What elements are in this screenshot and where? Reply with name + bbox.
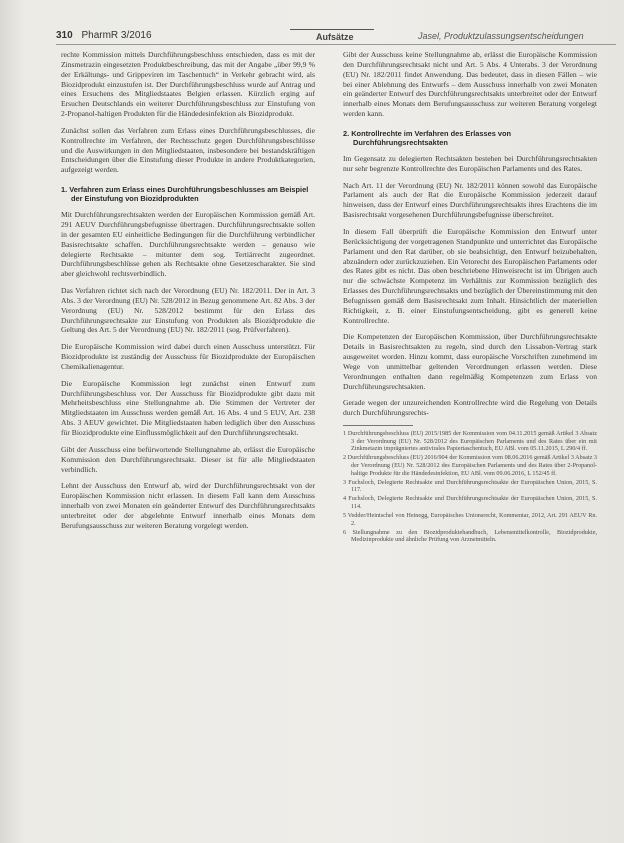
- page-header-left: [56, 30, 152, 41]
- section-marker-line: [290, 29, 374, 30]
- paragraph: Gibt der Ausschuss eine befürwortende Stellungnahme ab, erlässt die Europäische Kommission den Durchführungsrechtsakt. Dieser ist für alle Mitgliedstaaten verbindlich.: [61, 444, 315, 474]
- paragraph: rechte Kommission mittels Durchführungsbeschluss entschieden, dass es mit der Zinsmetrazin eingesetzten Produktbeschreibung, das mit der Angabe „über 99,9 % der Erkältungs- und Grippeviren im Taschentuch“ in Verkehr gebracht wird, als Biozidprodukt einzustufen ist. Der Durchführungsbeschluss wurde auf Antrag und eines Ersuchens des Mitgliedstaates Belgien erlassen. Kürzlich erging auf Ersuchen Deutschlands ein weiterer Durchführungsbeschluss zur Einstufung von 2-Propanol-haltigen Produkten für die Händedesinfektion als Biozidprodukt.: [61, 50, 315, 119]
- section-heading-2: 2. Kontrollrechte im Verfahren des Erlasses von Durchführungsrechtsakten: [343, 128, 511, 147]
- section-label: Aufsätze: [316, 32, 354, 42]
- running-title: Jasel, Produktzulassungsentscheidungen: [418, 31, 584, 41]
- paragraph: Nach Art. 11 der Verordnung (EU) Nr. 182/2011 können sowohl das Europäische Parlament als auch der Rat die Europäische Kommission jederzeit darauf hinweisen, dass der Entwurf eines Durchführungsrechtsakts ihres Erachtens die im Basisrechtsakt vorgesehenen Durchführungsbefugnisse überschreitet.: [343, 180, 597, 220]
- footnote: 1 Durchführungsbeschluss (EU) 2015/1985 der Kommission vom 04.11.2015 gemäß Artikel 3 Absatz 3 der Verordnung (EU) Nr. 528/2012 des Europäischen Parlaments und des Rates über ein mit Zinkmetazin imprägniertes antivirales Papiertaschentuch, EU ABl. vom 05.11.2015, L 290/4 ff.: [343, 430, 597, 453]
- footnote: 4 Fuchsloch, Delegierte Rechtsakte und Durchführungsrechtsakte der Europäischen Union, 2015, S. 114.: [343, 495, 597, 510]
- page-number: 310: [56, 30, 73, 41]
- paragraph: Die Europäische Kommission wird dabei durch einen Ausschuss unterstützt. Für Biozidprodukte ist zuständig der Ausschuss für Biozidprodukte der Europäischen Chemikalienagentur.: [61, 342, 315, 371]
- right-column: [343, 50, 597, 545]
- section-heading-1: 1. Verfahren zum Erlass eines Durchführungsbeschlusses am Beispiel der Einstufung von Biozidprodukten: [61, 185, 309, 204]
- footnote-rule: [343, 425, 413, 426]
- paragraph: Lehnt der Ausschuss den Entwurf ab, wird der Durchführungsrechtsakt von der Europäischen Kommission nicht erlassen. In diesem Fall kann dem Ausschuss innerhalb von zwei Monaten ein geänderter Entwurf des Durchführungsrechtsakts unterbreitet oder der abgelehnte Entwurf innerhalb eines Monats dem Berufungsausschuss zur weiteren Beratung vorgelegt werden.: [61, 481, 315, 530]
- paragraph: Die Europäische Kommission legt zunächst einen Entwurf zum Durchführungsbeschluss vor. Der Ausschuss für Biozidprodukte gibt dazu mit Mehrheitsbeschluss eine Stellungnahme ab. Die Stimmen der Vertreter der Mitgliedstaaten im Ausschuss werden gemäß Art. 16 Abs. 4 und 5 EUV, Art. 238 Abs. 3 AEUV gewichtet. Die Mitgliedstaaten haben lediglich über den Ausschuss für Biozidprodukte eine Einflussmöglichkeit auf den Durchführungsrechtsakt.: [61, 378, 315, 437]
- paragraph: Das Verfahren richtet sich nach der Verordnung (EU) Nr. 182/2011. Der in Art. 3 Abs. 3 der Verordnung (EU) Nr. 528/2012 in Bezug genommene Art. 82 Abs. 3 der Verordnung (EU) Nr. 528/2012 bestimmt für den Erlass des Durchführungsrechtsakte zur Einstufung von Produkten als Biozidprodukte die Geltung des Art. 5 der Verordnung (EU) Nr. 182/2011 (sog. Prüfverfahren).: [61, 286, 315, 335]
- footnote: 2 Durchführungsbeschluss (EU) 2016/904 der Kommission vom 08.06.2016 gemäß Artikel 3 Absatz 3 der Verordnung (EU) Nr. 528/2012 des Europäischen Parlaments und des Rates über 2-Propanol-haltige Produkte für die Händedesinfektion, EU ABl. vom 09.06.2016, L 152/45 ff.: [343, 454, 597, 477]
- footnote: 3 Fuchsloch, Delegierte Rechtsakte und Durchführungsrechtsakte der Europäischen Union, 2015, S. 117.: [343, 478, 597, 494]
- paragraph: Mit Durchführungsrechtsakten werden der Europäischen Kommission gemäß Art. 291 AEUV Durchführungsbefugnisse übertragen. Durchführungsrechtsakte sollen in der gesamten EU einheitliche Bedingungen für die Durchführung verbindlicher Basisrechtsakte schaffen. Durchführungsrechtsakte werden – genauso wie delegierte Rechtsakte – mitunter dem sog. Tertiärrecht zugeordnet. Durchführungsbeschlüsse gehen als Rechtsakte ohne Gesetzescharakter. Sie sind aber gleichwohl rechtsverbindlich.: [61, 210, 315, 279]
- header-rule: [56, 44, 616, 45]
- paragraph: Gibt der Ausschuss keine Stellungnahme ab, erlässt die Europäische Kommission den Durchführungsrechtsakt nicht und Art. 5 Abs. 4 Unterabs. 3 der Verordnung (EU) Nr. 182/2011 findet Anwendung. Das bedeutet, dass in diesen Fällen – wie bei einer Ablehnung des Entwurfs – dem Ausschuss innerhalb von zwei Monaten ein geänderter Entwurf des Durchführungsrechtsakts unterbreitet oder der Entwurf innerhalb eines Monats dem Berufungsausschuss zur weiteren Beratung vorgelegt werden kann.: [343, 50, 597, 119]
- left-column: [61, 50, 315, 538]
- footnote: 6 Stellungnahme zu den Biozidproduktehandbuch, Lebensmittelkontrolle, Biozidprodukte, Medizinprodukte und ähnliche Prüfung von Arzneimitteln.: [343, 528, 597, 544]
- paragraph: Die Kompetenzen der Europäischen Kommission, über Durchführungsrechtsakte Details in Basisrechtsakten zu regeln, sind durch den Lissabon-Vertrag stark ausgeweitet worden. Hinzu kommt, dass europäische Vorschriften zunehmend im Wege von unmittelbar geltenden Verordnungen erlassen werden. Diese Verordnungen enthalten dann regelmäßig Kompetenzen zum Erlass von Durchführungsrechtsakten.: [343, 332, 597, 391]
- footnote: 5 Vedder/Heintschel von Heinegg, Europäisches Unionsrecht, Kommentar, 2012, Art. 291 AEUV Rn. 2.: [343, 512, 597, 527]
- paragraph: Im Gegensatz zu delegierten Rechtsakten bestehen bei Durchführungsrechtsakten nur sehr begrenzte Kontrollrechte des Europäischen Parlaments und des Rates.: [343, 153, 597, 173]
- journal-name: PharmR 3/2016: [81, 30, 152, 41]
- paragraph: Gerade wegen der unzureichenden Kontrollrechte wird die Regelung von Details durch Durchführungsrechts-: [343, 398, 597, 418]
- paragraph: In diesem Fall überprüft die Europäische Kommission den Entwurf unter Berücksichtigung der vorgetragenen Standpunkte und unterrichtet das Europäische Parlament und den Rat darüber, ob sie beabsichtigt, den Entwurf beizubehalten, abzuändern oder zurückzuziehen. Ein Vetorecht des Europäischen Parlaments oder des Rates gibt es nicht. Das oben beschriebene Hinweisrecht ist im Übrigen auch nur die schwächste Kompetenz im Verhältnis zur Kommission bezüglich des Erlasses des Durchführungsrechtsakts und bezüglich der Übereinstimmung mit den Befugnissen gemäß dem Basisrechtsakt zum Inhalt. Hinsichtlich der materiellen Richtigkeit, z. B. einer Einstufungsentscheidung, gibt es generell keine Kontrollrechte.: [343, 226, 597, 325]
- paragraph: Zunächst sollen das Verfahren zum Erlass eines Durchführungsbeschlusses, die Kontrollrechte im Verfahren, der Rechtsschutz gegen Durchführungsbeschlüsse und die Auswirkungen in den Mitgliedstaaten, insbesondere bei bestandskräftigen Entscheidungen über die Einstufung dieser Produkte in andere Produktkategorien, aufgezeigt werden.: [61, 125, 315, 175]
